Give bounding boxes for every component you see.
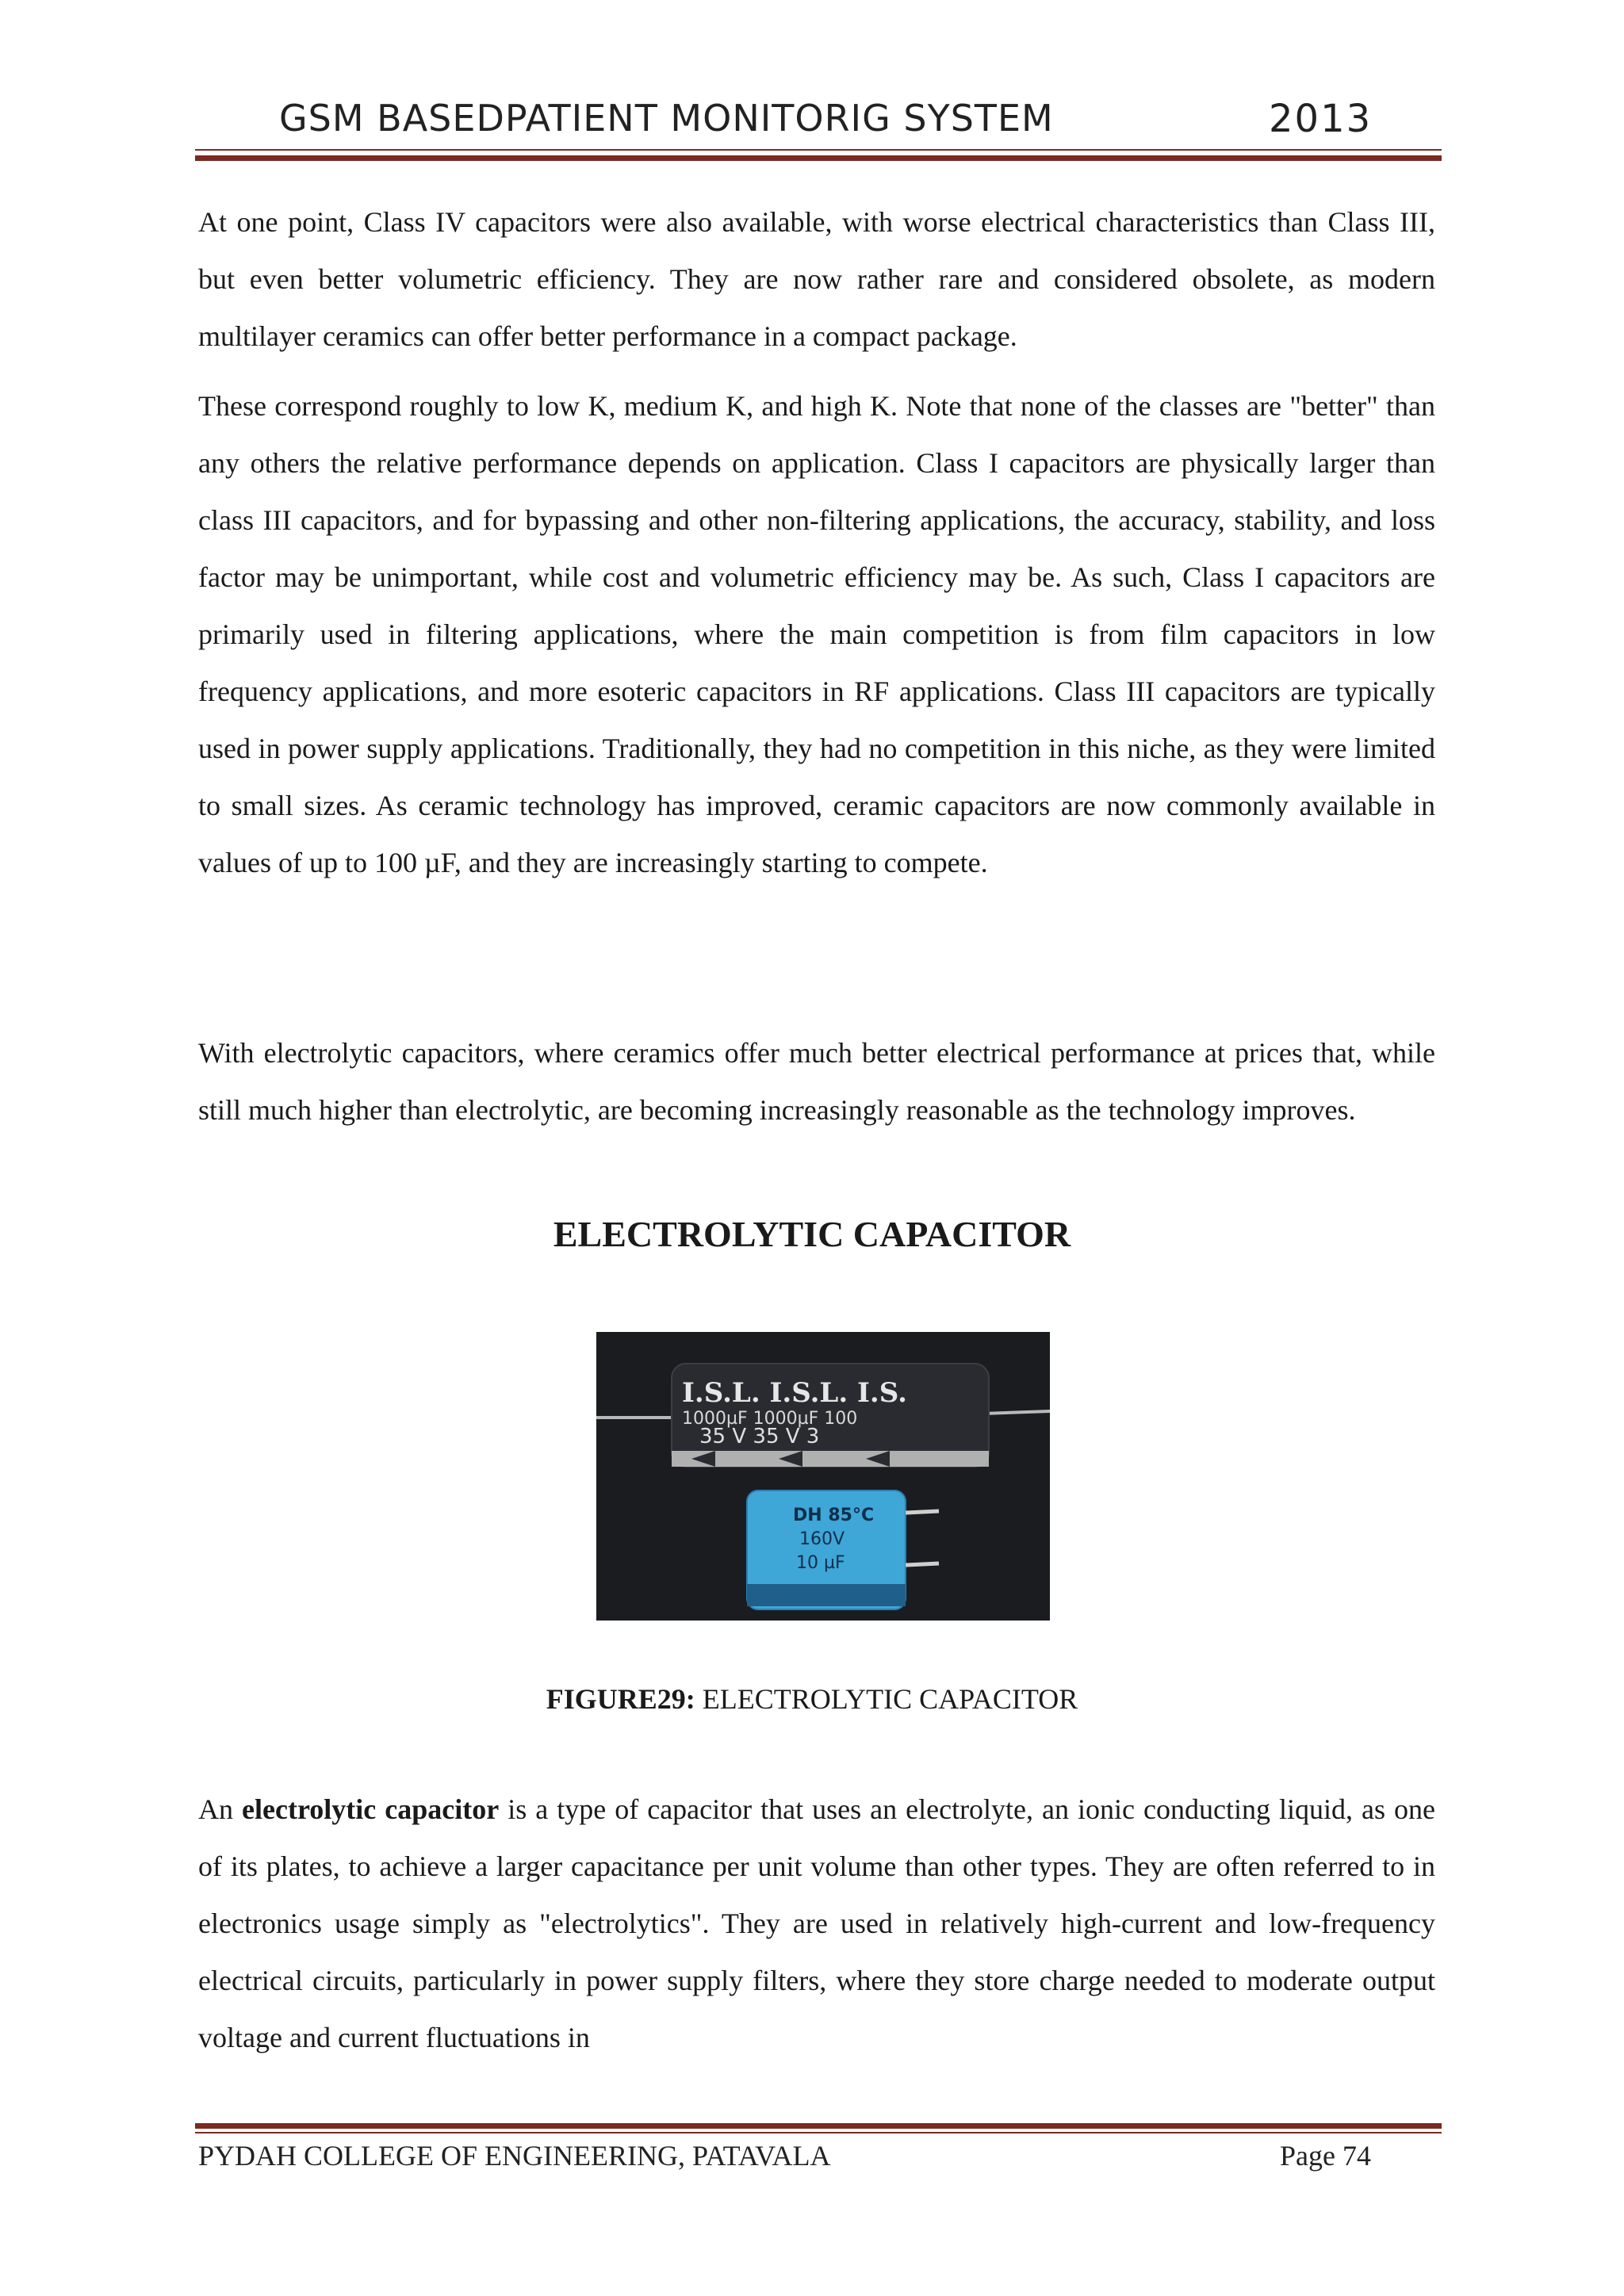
page-number: Page 74 — [1280, 2140, 1371, 2172]
footer-rule-thin — [195, 2132, 1442, 2133]
radial-capacitor-stripe — [747, 1584, 906, 1606]
definition-body: is a type of capacitor that uses an electrolyte, an ionic conducting liquid, as one of its plates, to achieve a larger capacitance per unit volume than other types. They are often referred to in electronics usage simply as "electrolytics". They are used in relatively high-current and low-frequency electrical circuits, particularly in power supply filters, where they store charge needed to moderate output voltage and current fluctuations in — [198, 1793, 1435, 2053]
electrolytic-capacitor-photo — [596, 1332, 1050, 1621]
paragraph-capacitor-classes: These correspond roughly to low K, medium K, and high K. Note that none of the classes are "better" than any others the relative performance depends on application. Class I capacitors are physically larger than class III capacitors, and for bypassing and other non-filtering applications, the accuracy, stability, and loss factor may be unimportant, while cost and volumetric efficiency may be. As such, Class I capacitors are primarily used in filtering applications, where the main competition is from film capacitors in low frequency applications, and more esoteric capacitors in RF applications. Class III capacitors are typically used in power supply applications. Traditionally, they had no competition in this niche, as they were limited to small sizes. As ceramic technology has improved, ceramic capacitors are now commonly available in values of up to 100 µF, and they are increasingly starting to compete. — [198, 390, 1435, 878]
caption-text: ELECTROLYTIC CAPACITOR — [695, 1683, 1078, 1715]
capacitor-illustration — [596, 1332, 1050, 1621]
paragraph-electrolytic-comparison: With electrolytic capacitors, where ceramics offer much better electrical performance at prices that, while still much higher than electrolytic, are becoming increasingly reasonable as the technology improves. — [198, 1037, 1435, 1126]
caption-label: FIGURE29: — [546, 1683, 695, 1715]
figure-caption — [0, 1682, 1624, 1716]
radial-voltage-label: 160V — [799, 1529, 845, 1549]
header-rule-thick — [195, 155, 1442, 161]
footer-institution: PYDAH COLLEGE OF ENGINEERING, PATAVALA — [198, 2140, 831, 2172]
radial-value-label: 10 µF — [796, 1553, 845, 1573]
axial-voltage-label: 35 V 35 V 3 — [699, 1425, 820, 1448]
footer-rule-thick — [195, 2123, 1442, 2129]
radial-lead-top — [906, 1511, 939, 1513]
header-title: GSM BASEDPATIENT MONITORIG SYSTEM — [279, 97, 1054, 140]
radial-brand-label: DH 85°C — [793, 1506, 875, 1525]
definition-term: electrolytic capacitor — [242, 1793, 500, 1825]
axial-value-label: 1000µF 1000µF 100 — [682, 1409, 858, 1429]
section-heading: ELECTROLYTIC CAPACITOR — [553, 1214, 1071, 1254]
header-year: 2013 — [1269, 97, 1373, 141]
paragraph-class-iv: At one point, Class IV capacitors were also available, with worse electrical characteristics than Class III, but even better volumetric efficiency. They are now rather rare and considered obsolete, as modern multilayer ceramics can offer better performance in a compact package. — [198, 206, 1435, 352]
definition-lead: An — [198, 1793, 243, 1825]
axial-brand-label: I.S.L. I.S.L. I.S. — [682, 1377, 907, 1409]
radial-lead-bottom — [906, 1563, 939, 1565]
axial-capacitor-stripe — [672, 1451, 989, 1467]
header-rule-thin — [195, 149, 1442, 151]
paragraph-electrolytic-definition — [198, 1781, 1435, 2066]
